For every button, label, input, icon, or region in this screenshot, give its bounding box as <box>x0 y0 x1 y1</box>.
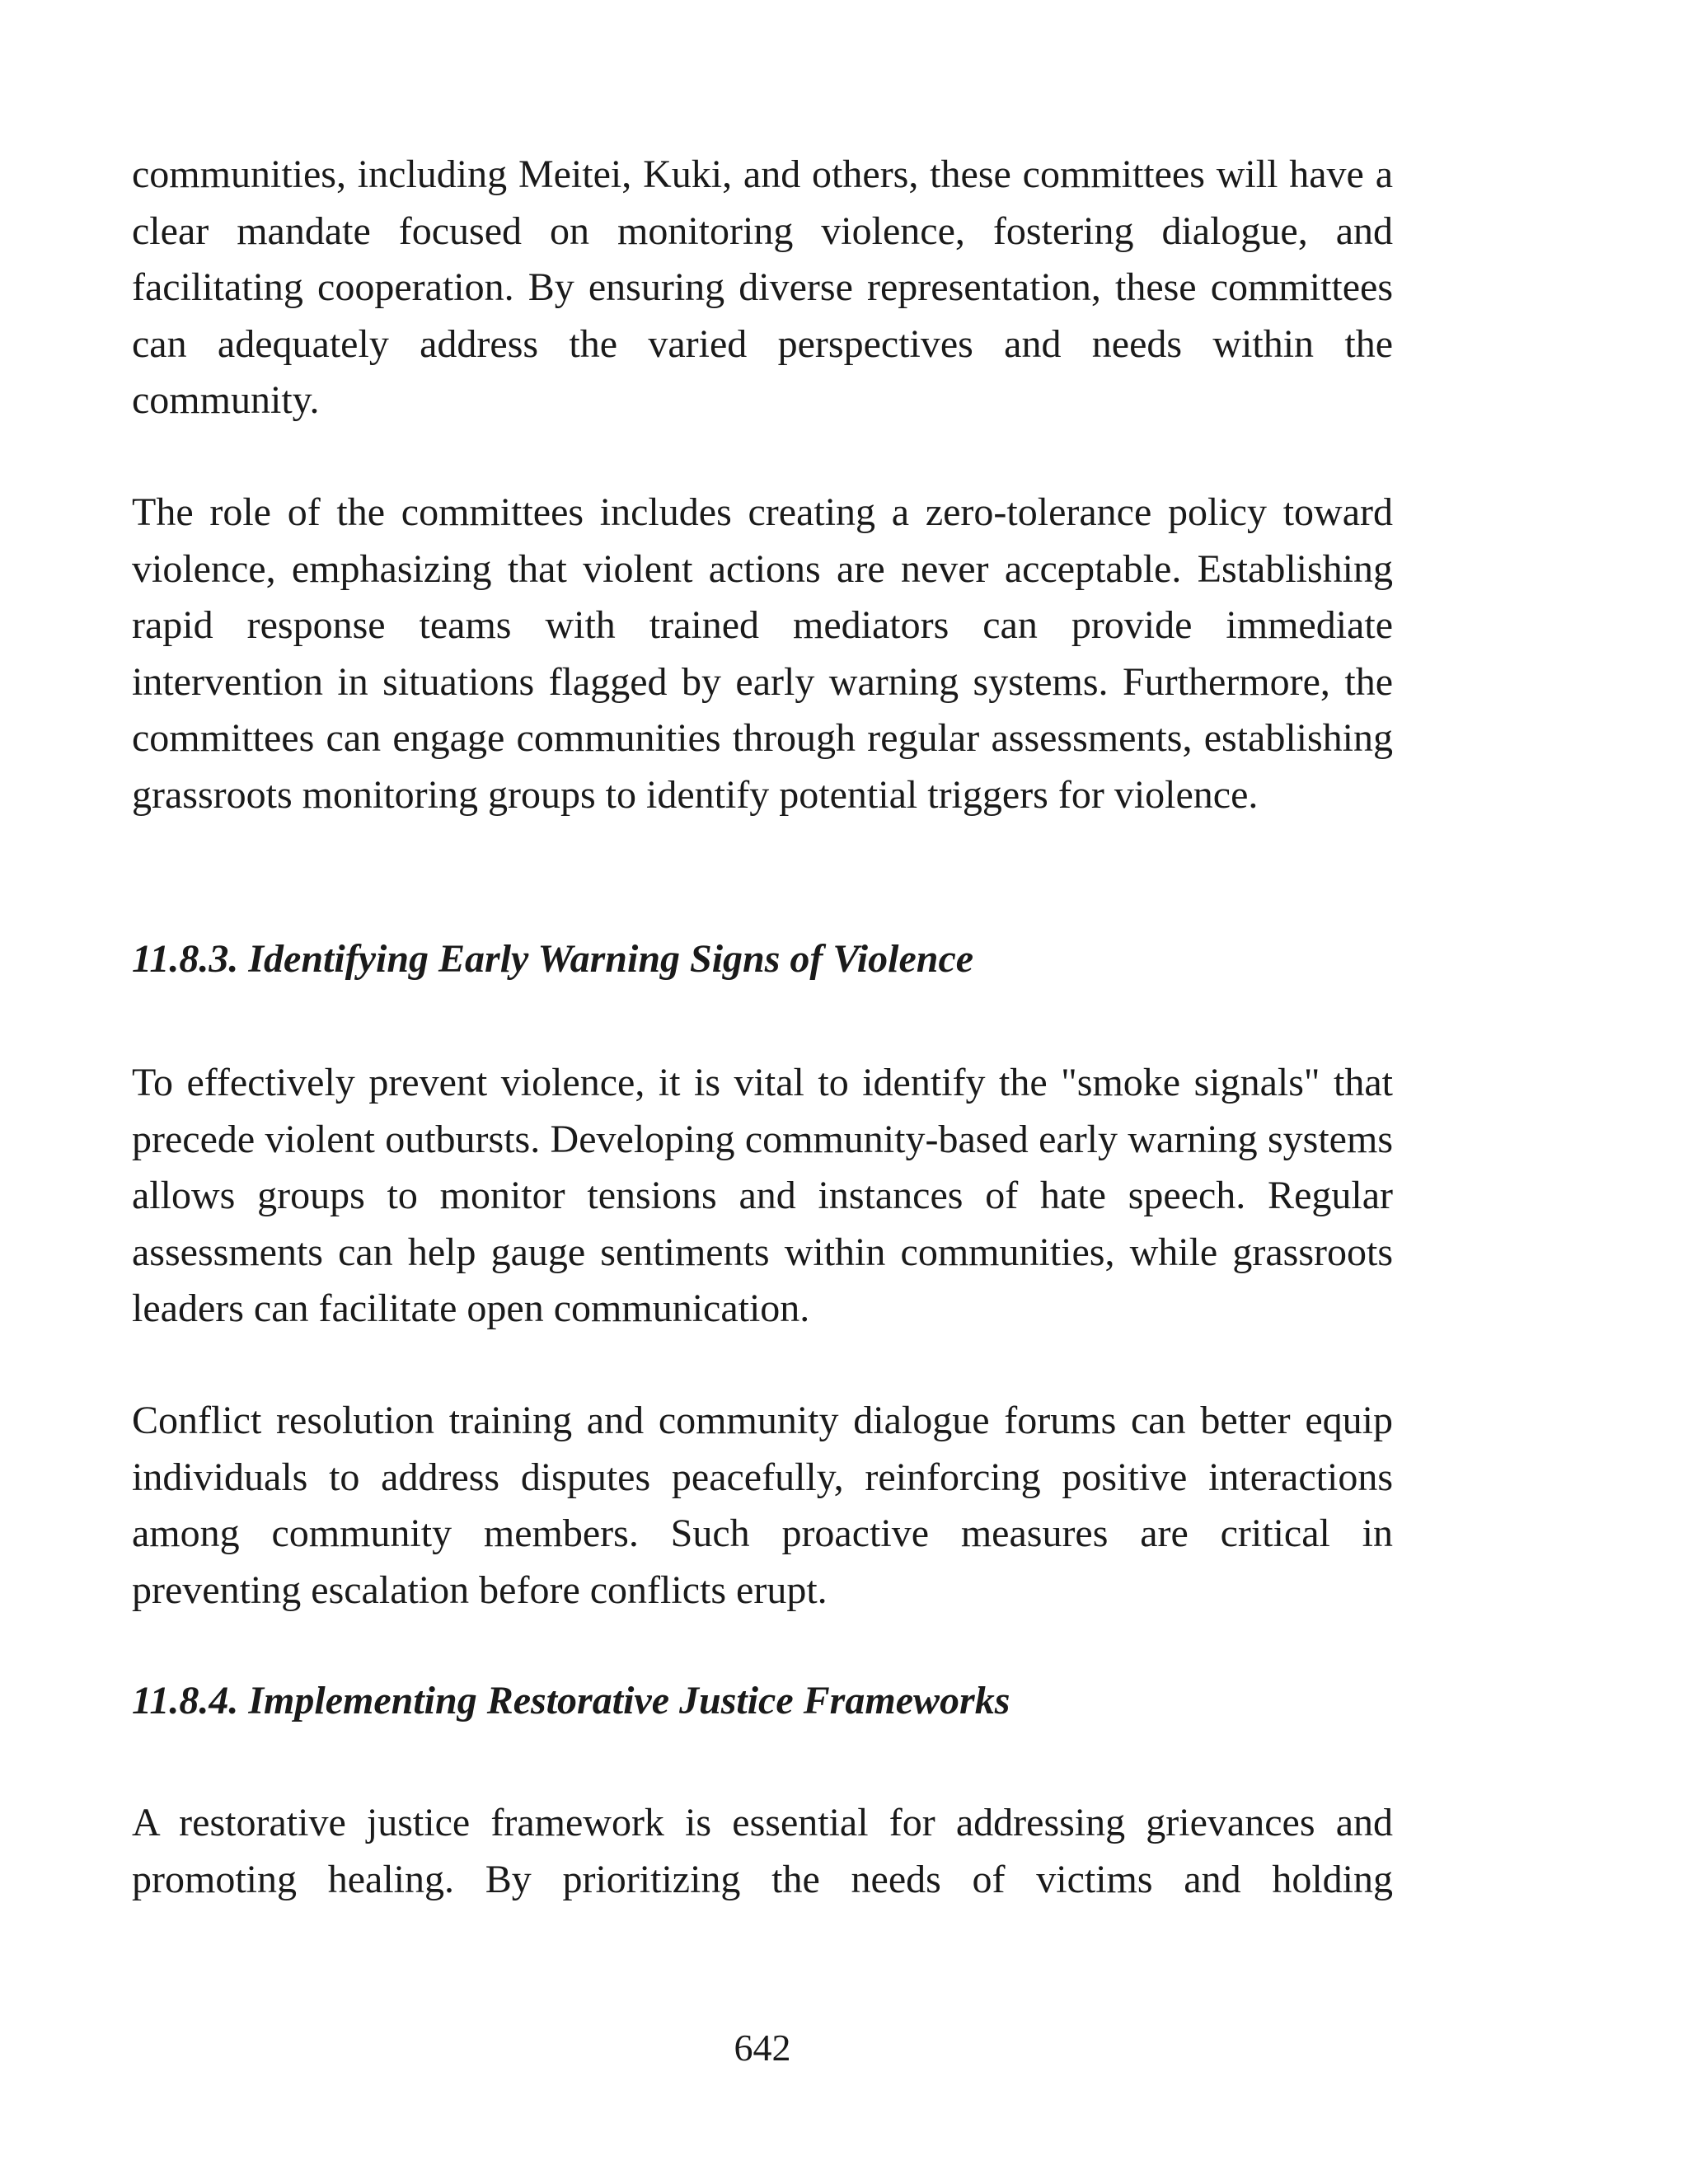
paragraph-committees-role: The role of the committees includes creating a zero-tolerance policy toward violence, emphasizing that violent actions are never acceptable. Establishing rapid response teams with trained mediators can provide immediate intervention in situations flagged by early warning systems. Furthermore, the committees can engage communities through regular assessments, establishing grassroots monitoring groups to identify potential triggers for violence. <box>132 490 1393 817</box>
page-number: 642 <box>734 2027 791 2069</box>
section-heading-early-warning: 11.8.3. Identifying Early Warning Signs of Violence <box>132 937 974 981</box>
section-heading-restorative-justice: 11.8.4. Implementing Restorative Justice Frameworks <box>132 1679 1010 1722</box>
document-page <box>132 0 1393 2184</box>
paragraph-committees-mandate: communities, including Meitei, Kuki, and others, these committees will have a clear mandate focused on monitoring violence, fostering dialogue, and facilitating cooperation. By ensuring diverse representation, these committees can adequately address the varied perspectives and needs within the community. <box>132 152 1393 422</box>
paragraph-conflict-resolution: Conflict resolution training and community dialogue forums can better equip individuals to address disputes peacefully, reinforcing positive interactions among community members. Such proactive measures are critical in preventing escalation before conflicts erupt. <box>132 1399 1393 1612</box>
paragraph-smoke-signals: To effectively prevent violence, it is vital to identify the "smoke signals" that precede violent outbursts. Developing community-based early warning systems allows groups to monitor tensions and instances of hate speech. Regular assessments can help gauge sentiments within communities, while grassroots leaders can facilitate open communication. <box>132 1061 1393 1330</box>
paragraph-restorative-framework: A restorative justice framework is essential for addressing grievances and promoting healing. By prioritizing the needs of victims and holding <box>132 1801 1393 1901</box>
